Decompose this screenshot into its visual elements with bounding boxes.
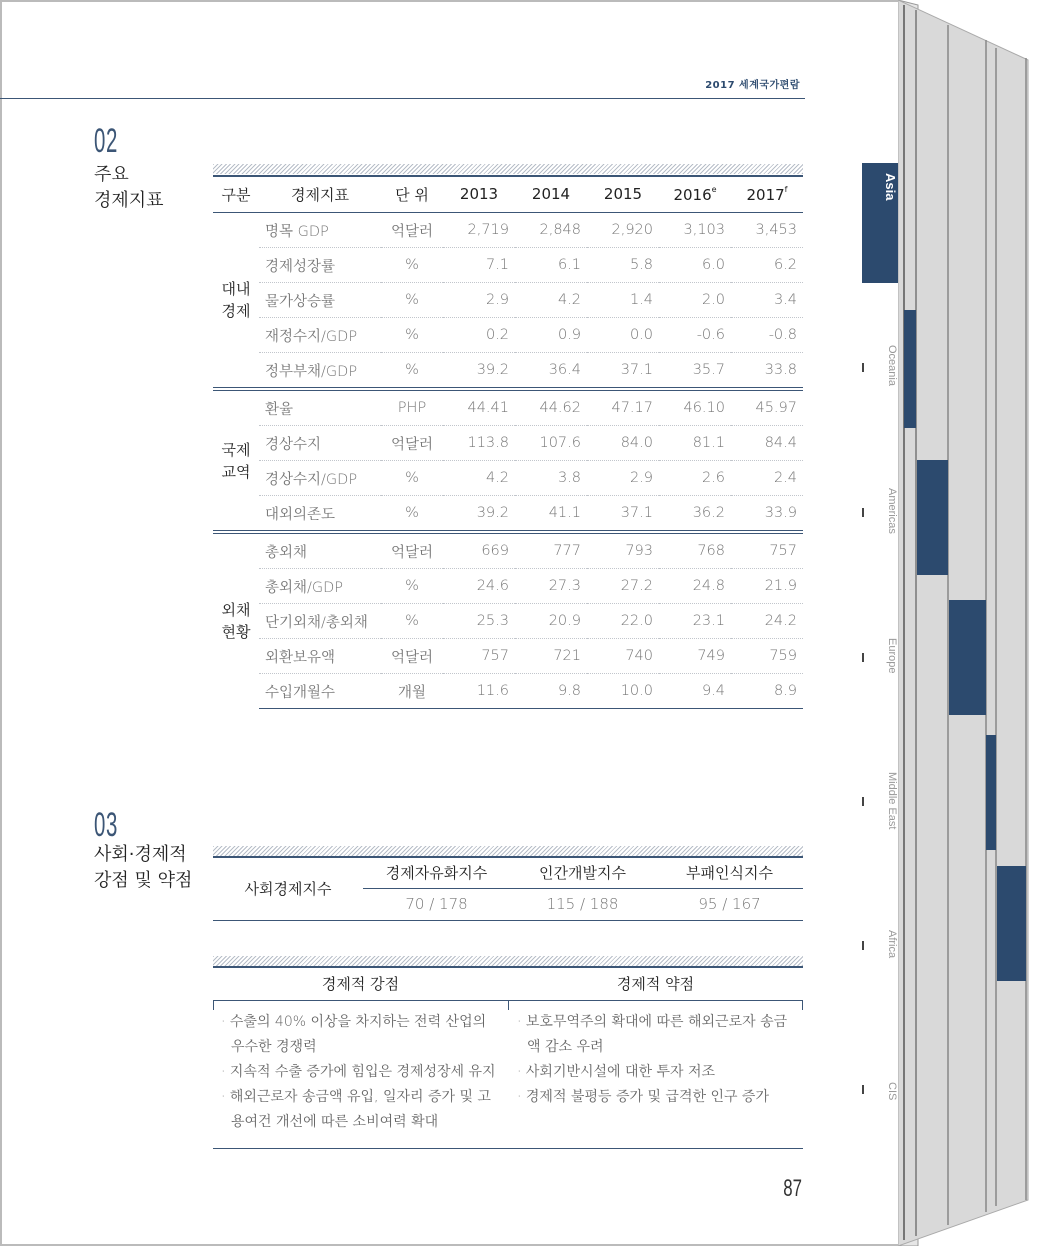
table-cell: 721 <box>515 639 587 674</box>
tab-europe[interactable]: Europe <box>886 638 898 674</box>
socio-col-value: 115 / 188 <box>546 895 619 913</box>
category-label <box>213 532 259 709</box>
indicator-name: 경상수지/GDP <box>259 461 381 496</box>
table-cell: 113.8 <box>443 426 515 461</box>
table-bottom-rule <box>213 1148 803 1149</box>
table-cell: 3.4 <box>731 283 803 318</box>
socio-col-value: 95 / 167 <box>698 895 761 913</box>
table-cell: 740 <box>587 639 659 674</box>
running-header: 2017 세계국가편람 <box>705 80 800 91</box>
indicator-name: 명목 GDP <box>259 213 381 248</box>
estimate-mark: e <box>711 184 717 194</box>
section-title-line: 강점 및 약점 <box>94 870 193 891</box>
table-cell: 44.62 <box>515 389 587 426</box>
tab-marker <box>986 735 996 850</box>
category-label <box>213 389 259 532</box>
section-title-line: 경제지표 <box>94 190 164 211</box>
table-cell: 33.8 <box>731 353 803 390</box>
list-item: · 지속적 수출 증가에 힘입은 경제성장세 유지 <box>221 1064 496 1080</box>
col-header: 단 위 <box>381 176 443 213</box>
indicator-unit: 억달러 <box>381 532 443 569</box>
table-cell: 2.6 <box>659 461 731 496</box>
category-label <box>213 213 259 390</box>
hatch-rule <box>213 164 803 174</box>
table-cell: 27.2 <box>587 569 659 604</box>
col-header: 2015 <box>587 176 659 213</box>
socio-label: 사회경제지수 <box>244 880 332 898</box>
tab-cis[interactable]: CIS <box>886 1082 898 1101</box>
table-bottom-rule <box>213 920 803 921</box>
table-cell: 21.9 <box>731 569 803 604</box>
socio-column <box>363 858 510 920</box>
table-row <box>213 283 803 318</box>
table-row <box>213 639 803 674</box>
strength-header: 경제적 강점 <box>321 975 400 993</box>
table-cell: 39.2 <box>443 496 515 533</box>
table-cell: 4.2 <box>515 283 587 318</box>
list-item: · 보호무역주의 확대에 따른 해외근로자 송금액 감소 우려 <box>517 1014 788 1055</box>
sw-tick <box>508 1000 509 1010</box>
indicator-unit: 억달러 <box>381 213 443 248</box>
table-row <box>213 532 803 569</box>
category-line: 교역 <box>221 462 251 481</box>
socio-col-header: 부패인식지수 <box>686 864 773 882</box>
col-header: 구분 <box>213 176 259 213</box>
table-cell: 2,848 <box>515 213 587 248</box>
page-border <box>0 0 2 1246</box>
indicator-name: 총외채/GDP <box>259 569 381 604</box>
table-cell: 27.3 <box>515 569 587 604</box>
table-cell: 4.2 <box>443 461 515 496</box>
table-cell: 2,719 <box>443 213 515 248</box>
socio-divider <box>363 888 803 889</box>
table-cell: 22.0 <box>587 604 659 639</box>
tab-tick <box>862 653 864 662</box>
indicator-name: 정부부채/GDP <box>259 353 381 390</box>
weakness-header: 경제적 약점 <box>616 975 695 993</box>
tab-marker <box>904 310 916 428</box>
table-cell: 757 <box>443 639 515 674</box>
indicator-unit: % <box>381 604 443 639</box>
table-cell: 3,103 <box>659 213 731 248</box>
col-header: 경제지표 <box>259 176 381 213</box>
table-cell: 0.2 <box>443 318 515 353</box>
table-cell: 25.3 <box>443 604 515 639</box>
table-cell: -0.8 <box>731 318 803 353</box>
table-row <box>213 426 803 461</box>
table-cell: 3.8 <box>515 461 587 496</box>
table-cell: 768 <box>659 532 731 569</box>
tab-asia[interactable] <box>862 163 898 283</box>
indicator-name: 대외의존도 <box>259 496 381 533</box>
tab-tick <box>862 508 864 517</box>
list-item: · 수출의 40% 이상을 차지하는 전력 산업의 우수한 경쟁력 <box>221 1014 487 1055</box>
table-cell: 24.6 <box>443 569 515 604</box>
sw-tick <box>802 1000 803 1010</box>
table-cell: 1.4 <box>587 283 659 318</box>
page-number: 87 <box>783 1175 802 1202</box>
forecast-mark: f <box>784 184 788 194</box>
table-row <box>213 353 803 390</box>
table-cell: 2.9 <box>587 461 659 496</box>
tab-tick <box>862 1085 864 1094</box>
col-header <box>659 176 731 213</box>
table-cell: 44.41 <box>443 389 515 426</box>
table-cell: 757 <box>731 532 803 569</box>
section-title <box>94 842 192 894</box>
table-cell: 47.17 <box>587 389 659 426</box>
indicator-name: 경제성장률 <box>259 248 381 283</box>
socio-column <box>509 858 656 920</box>
table-cell: 45.97 <box>731 389 803 426</box>
indicator-unit: % <box>381 569 443 604</box>
indicator-unit: % <box>381 496 443 533</box>
table-cell: 41.1 <box>515 496 587 533</box>
category-line: 경제 <box>221 302 251 320</box>
indicator-unit: 개월 <box>381 674 443 709</box>
tab-label: Asia <box>883 173 898 201</box>
table-cell: 24.2 <box>731 604 803 639</box>
table-cell: 2.4 <box>731 461 803 496</box>
indicator-unit: 억달러 <box>381 639 443 674</box>
indicator-name: 물가상승률 <box>259 283 381 318</box>
indicator-unit: PHP <box>381 389 443 426</box>
indicator-name: 총외채 <box>259 532 381 569</box>
table-cell: 749 <box>659 639 731 674</box>
list-item: · 사회기반시설에 대한 투자 저조 <box>517 1064 716 1080</box>
table-cell: 81.1 <box>659 426 731 461</box>
table-row <box>213 248 803 283</box>
socio-column <box>656 858 803 920</box>
tab-africa[interactable]: Africa <box>886 930 898 959</box>
year-label: 2017 <box>746 185 785 204</box>
list-item: · 해외근로자 송금액 유입, 일자리 증가 및 고용여건 개선에 따른 소비여력 확대 <box>221 1089 491 1130</box>
table-cell: 669 <box>443 532 515 569</box>
table-cell: 793 <box>587 532 659 569</box>
table-row <box>213 604 803 639</box>
category-line: 외채 <box>221 601 251 620</box>
table-row <box>213 569 803 604</box>
table-cell: 6.1 <box>515 248 587 283</box>
hatch-rule <box>213 846 803 856</box>
indicator-unit: % <box>381 248 443 283</box>
table-cell: 7.1 <box>443 248 515 283</box>
table-row <box>213 674 803 709</box>
table-cell: 0.9 <box>515 318 587 353</box>
section-title-line: 사회·경제적 <box>94 844 187 865</box>
indicator-name: 경상수지 <box>259 426 381 461</box>
table-cell: 35.7 <box>659 353 731 390</box>
table-row <box>213 213 803 248</box>
indicator-name: 외환보유액 <box>259 639 381 674</box>
table-cell: 9.4 <box>659 674 731 709</box>
tab-tick <box>862 797 864 806</box>
tab-marker <box>997 866 1026 981</box>
section-title <box>94 162 164 214</box>
table-cell: 84.0 <box>587 426 659 461</box>
year-label: 2016 <box>673 185 712 204</box>
table-cell: 11.6 <box>443 674 515 709</box>
section-number: 03 <box>94 806 118 844</box>
page-border <box>0 0 900 2</box>
table-cell: 9.8 <box>515 674 587 709</box>
tab-tick <box>862 363 864 372</box>
col-header: 2013 <box>443 176 515 213</box>
table-row <box>213 318 803 353</box>
tab-middle-east[interactable]: Middle East <box>886 772 898 830</box>
table-cell: 2.0 <box>659 283 731 318</box>
tab-marker <box>917 460 948 575</box>
category-line: 현황 <box>221 623 251 642</box>
tab-stack <box>898 0 1045 1246</box>
indicator-unit: % <box>381 283 443 318</box>
table-cell: 0.0 <box>587 318 659 353</box>
weakness-list <box>513 1010 798 1110</box>
table-cell: 24.8 <box>659 569 731 604</box>
socio-col-header: 인간개발지수 <box>539 864 626 882</box>
indicator-unit: % <box>381 353 443 390</box>
indicator-name: 재정수지/GDP <box>259 318 381 353</box>
tab-oceania[interactable]: Oceania <box>886 345 898 386</box>
table-row <box>213 461 803 496</box>
indicator-unit: % <box>381 318 443 353</box>
table-cell: 20.9 <box>515 604 587 639</box>
table-cell: 39.2 <box>443 353 515 390</box>
header-rule <box>0 98 805 99</box>
table-cell: 3,453 <box>731 213 803 248</box>
table-cell: 759 <box>731 639 803 674</box>
socio-col-header: 경제자유화지수 <box>385 864 488 882</box>
table-cell: 36.2 <box>659 496 731 533</box>
indicator-name: 환율 <box>259 389 381 426</box>
table-cell: 2,920 <box>587 213 659 248</box>
category-line: 국제 <box>221 440 251 459</box>
strength-list <box>217 1010 502 1135</box>
table-cell: 10.0 <box>587 674 659 709</box>
table-cell: 84.4 <box>731 426 803 461</box>
table-cell: 33.9 <box>731 496 803 533</box>
tab-marker <box>949 600 986 715</box>
col-header: 2014 <box>515 176 587 213</box>
indicator-unit: 억달러 <box>381 426 443 461</box>
table-cell: -0.6 <box>659 318 731 353</box>
table-cell: 6.0 <box>659 248 731 283</box>
sw-tick <box>213 1000 214 1010</box>
hatch-rule <box>213 956 803 966</box>
socio-col-value: 70 / 178 <box>405 895 468 913</box>
indicator-unit: % <box>381 461 443 496</box>
col-header <box>731 176 803 213</box>
list-item: · 경제적 불평등 증가 및 급격한 인구 증가 <box>517 1089 769 1105</box>
table-cell: 23.1 <box>659 604 731 639</box>
tab-americas[interactable]: Americas <box>886 488 898 534</box>
table-row <box>213 496 803 533</box>
category-line: 대내 <box>221 280 251 298</box>
table-cell: 777 <box>515 532 587 569</box>
table-cell: 37.1 <box>587 353 659 390</box>
table-cell: 5.8 <box>587 248 659 283</box>
table-cell: 46.10 <box>659 389 731 426</box>
indicator-name: 단기외채/총외채 <box>259 604 381 639</box>
section-number: 02 <box>94 122 118 160</box>
table-header-row <box>213 176 803 213</box>
table-row <box>213 389 803 426</box>
tab-tick <box>862 941 864 950</box>
indicator-name: 수입개월수 <box>259 674 381 709</box>
section-title-line: 주요 <box>94 164 129 185</box>
economic-indicators-table <box>213 176 803 709</box>
table-cell: 2.9 <box>443 283 515 318</box>
table-cell: 37.1 <box>587 496 659 533</box>
table-cell: 107.6 <box>515 426 587 461</box>
table-cell: 6.2 <box>731 248 803 283</box>
table-cell: 36.4 <box>515 353 587 390</box>
table-cell: 8.9 <box>731 674 803 709</box>
